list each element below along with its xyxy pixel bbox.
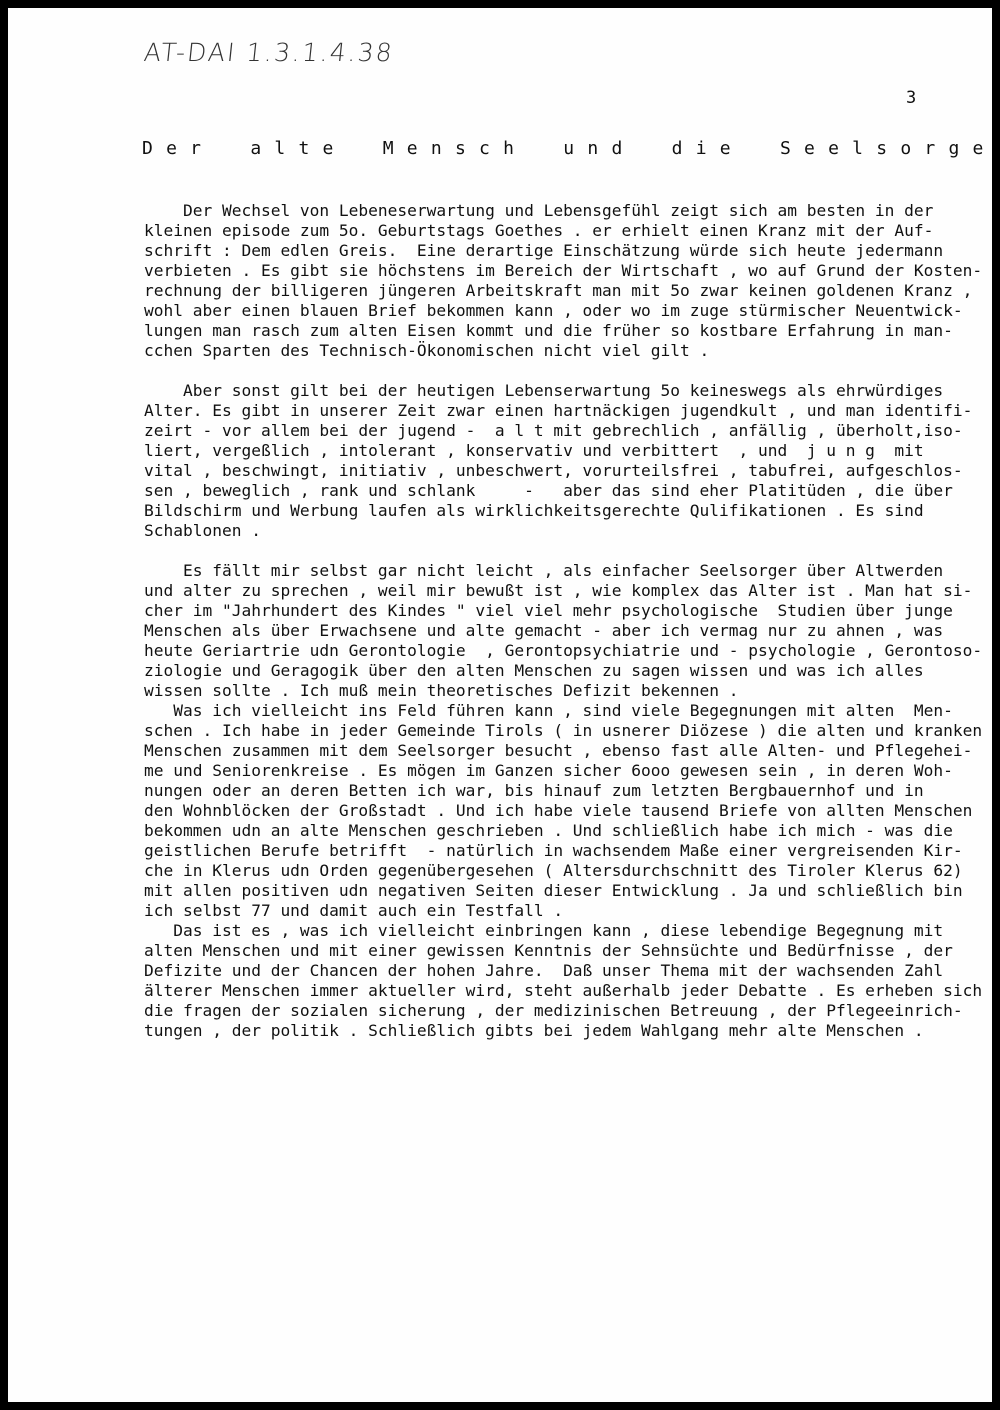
text-line: den Wohnblöcken der Großstadt . Und ich habe viele tausend Briefe von allten Menschen (144, 801, 973, 820)
text-line: ich selbst 77 und damit auch ein Testfall . (144, 901, 564, 920)
text-line: alten Menschen und mit einer gewissen Kenntnis der Sehnsüchte und Bedürfnisse , der (144, 941, 953, 960)
text-line: Was ich vielleicht ins Feld führen kann , sind viele Begegnungen mit alten Men- (144, 701, 953, 720)
text-line: mit allen positiven udn negativen Seiten dieser Entwicklung . Ja und schließlich bin (144, 881, 963, 900)
text-line: cchen Sparten des Technisch-Ökonomischen nicht viel gilt . (144, 341, 710, 360)
text-line: kleinen episode zum 5o. Geburtstags Goethes . er erhielt einen Kranz mit der Auf- (144, 221, 934, 240)
text-line: bekommen udn an alte Menschen geschrieben . Und schließlich habe ich mich - was die (144, 821, 953, 840)
page-number: 3 (906, 88, 917, 108)
text-line: cher im "Jahrhundert des Kindes " viel viel mehr psychologische Studien über junge (144, 601, 953, 620)
text-line: ziologie und Geragogik über den alten Menschen zu sagen wissen und was ich alles (144, 661, 924, 680)
text-line: Menschen zusammen mit dem Seelsorger besucht , ebenso fast alle Alten- und Pflegehei- (144, 741, 973, 760)
text-line: heute Geriartrie udn Gerontologie , Gerontopsychiatrie und - psychologie , Gerontoso- (144, 641, 983, 660)
text-line: sen , beweglich , rank und schlank - aber das sind eher Platitüden , die über (144, 481, 953, 500)
text-line: verbieten . Es gibt sie höchstens im Bereich der Wirtschaft , wo auf Grund der Kosten- (144, 261, 983, 280)
text-line: die fragen der sozialen sicherung , der medizinischen Betreuung , der Pflegeeinrich- (144, 1001, 963, 1020)
document-page (8, 8, 992, 1402)
text-line: che in Klerus udn Orden gegenübergesehen ( Altersdurchschnitt des Tiroler Klerus 62) (144, 861, 963, 880)
text-line: Defizite und der Chancen der hohen Jahre. Daß unser Thema mit der wachsenden Zahl (144, 961, 944, 980)
text-line: liert, vergeßlich , intolerant , konservativ und verbittert , und j u n g mit (144, 441, 924, 460)
text-line: geistlichen Berufe betrifft - natürlich in wachsendem Maße einer vergreisenden Kir- (144, 841, 963, 860)
text-line: Bildschirm und Werbung laufen als wirklichkeitsgerechte Qulifikationen . Es sind (144, 501, 924, 520)
text-line: Das ist es , was ich vielleicht einbringen kann , diese lebendige Begegnung mit (144, 921, 944, 940)
text-line: zeirt - vor allem bei der jugend - a l t mit gebrechlich , anfällig , überholt,iso- (144, 421, 963, 440)
text-line: Der Wechsel von Lebeneserwartung und Lebensgefühl zeigt sich am besten in der (144, 201, 934, 220)
text-line: wohl aber einen blauen Brief bekommen kann , oder wo im zuge stürmischer Neuentwick- (144, 301, 963, 320)
text-line: vital , beschwingt, initiativ , unbeschwert, vorurteilsfrei , tabufrei, aufgeschlos- (144, 461, 963, 480)
document-title: D e r a l t e M e n s c h u n d d i e S e e l s o r g e (142, 138, 985, 159)
text-line: me und Seniorenkreise . Es mögen im Ganzen sicher 6ooo gewesen sein , in deren Woh- (144, 761, 953, 780)
text-line: und alter zu sprechen , weil mir bewußt ist , wie komplex das Alter ist . Man hat si- (144, 581, 973, 600)
text-line: Schablonen . (144, 521, 261, 540)
text-line: nungen oder an deren Betten ich war, bis hinauf zum letzten Bergbauernhof und in (144, 781, 924, 800)
text-line: älterer Menschen immer aktueller wird, steht außerhalb jeder Debatte . Es erheben sich (144, 981, 983, 1000)
text-line: Alter. Es gibt in unserer Zeit zwar einen hartnäckigen jugendkult , und man identifi- (144, 401, 973, 420)
text-line: schrift : Dem edlen Greis. Eine derartige Einschätzung würde sich heute jedermann (144, 241, 944, 260)
text-line: schen . Ich habe in jeder Gemeinde Tirols ( in usnerer Diözese ) die alten und kranken (144, 721, 983, 740)
text-line: Aber sonst gilt bei der heutigen Lebenserwartung 5o keineswegs als ehrwürdiges (144, 381, 944, 400)
text-line: wissen sollte . Ich muß mein theoretisches Defizit bekennen . (144, 681, 739, 700)
text-line: lungen man rasch zum alten Eisen kommt und die früher so kostbare Erfahrung in man- (144, 321, 953, 340)
text-line: rechnung der billigeren jüngeren Arbeitskraft man mit 5o zwar keinen goldenen Kranz , (144, 281, 973, 300)
text-line: Menschen als über Erwachsene und alte gemacht - aber ich vermag nur zu ahnen , was (144, 621, 944, 640)
archive-mark: AT-DAI 1.3.1.4.38 (142, 38, 396, 67)
text-line: tungen , der politik . Schließlich gibts bei jedem Wahlgang mehr alte Menschen . (144, 1021, 924, 1040)
text-line: Es fällt mir selbst gar nicht leicht , als einfacher Seelsorger über Altwerden (144, 561, 944, 580)
